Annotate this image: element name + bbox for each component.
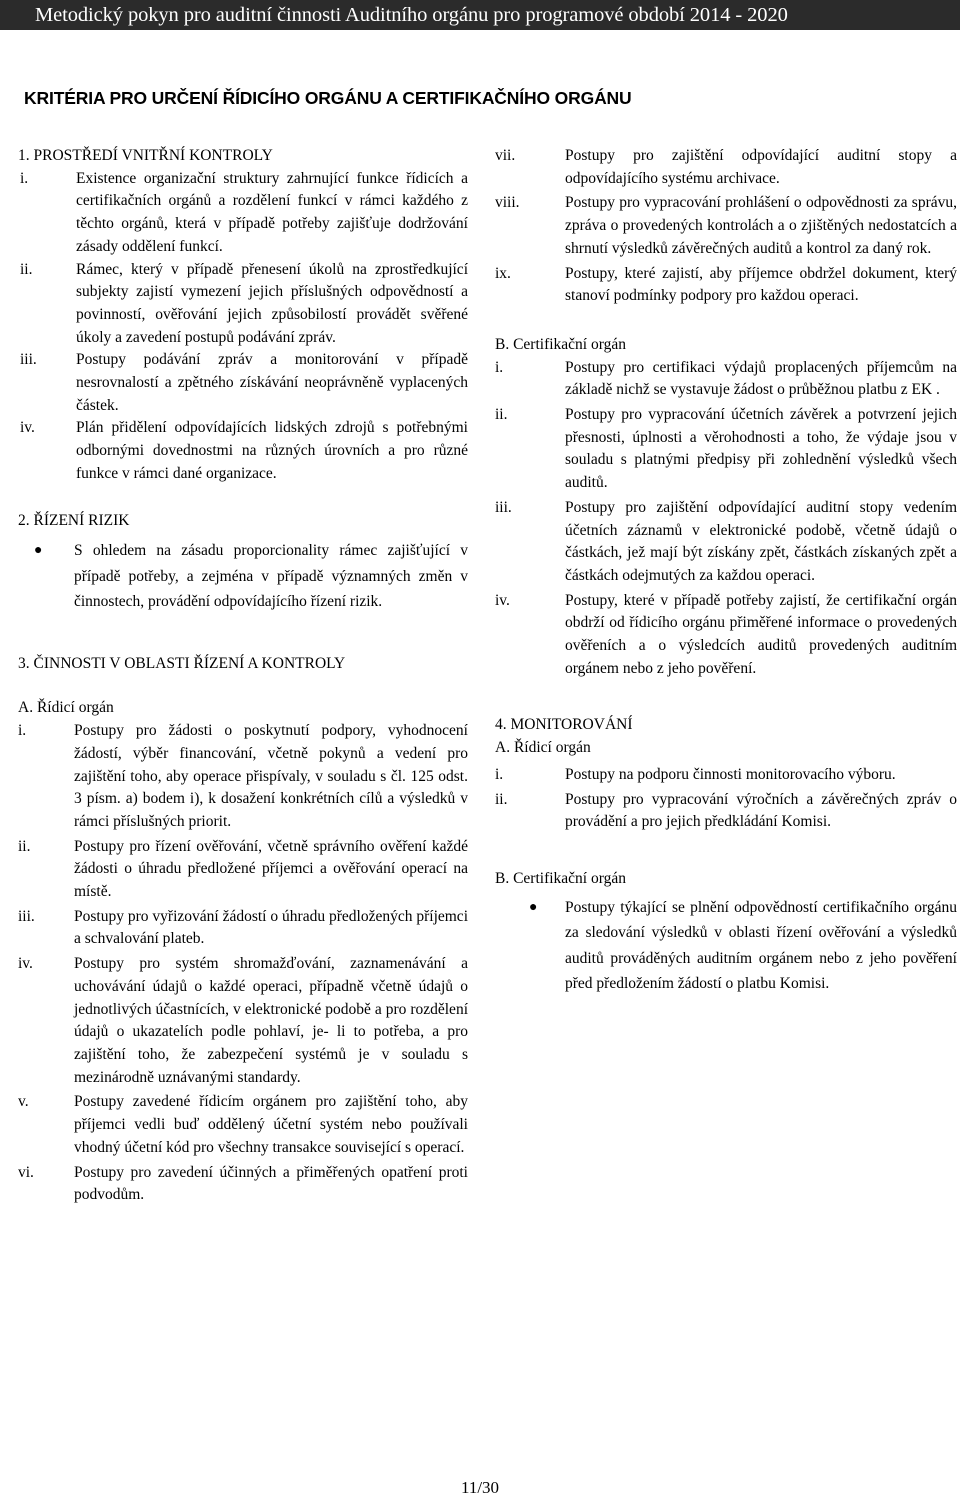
bullet-text: S ohledem na zásadu proporcionality rámec zajišťující v případě potřeby, a zejména v případě významných změn v činnostech, provádění odpovídajícího řízení rizik. (74, 542, 468, 611)
list-item (18, 1091, 468, 1159)
item-number: i. (495, 765, 504, 783)
bullet-item (18, 538, 468, 615)
list-item (18, 953, 468, 1089)
list-item (18, 168, 468, 259)
item-text: Postupy pro vypracování prohlášení o odpovědnosti za správu, zpráva o provedených kontrolách a o zjištěných nedostatcích a shrnutí výsledků závěrečných auditů a kontrol za daný rok. (565, 194, 957, 257)
list-item (495, 590, 957, 681)
item-text: Postupy pro zajištění odpovídající auditní stopy a odpovídajícího systému archivace. (565, 147, 957, 187)
list-item (18, 349, 468, 417)
item-text: Postupy, které zajistí, aby příjemce obdržel dokument, který stanoví podmínky podpory pro každou operaci. (565, 264, 957, 305)
list-item (495, 404, 957, 495)
item-number: ix. (495, 264, 511, 282)
item-number: iii. (20, 351, 37, 369)
bullet-icon: ● (529, 899, 538, 915)
section-3a-list-continued (495, 145, 957, 308)
list-item (18, 720, 468, 834)
item-text: Postupy podávání zpráv a monitorování v případě nesrovnalostí a zpětného získávání neoprávněně vyplacených částek. (76, 351, 468, 414)
item-number: iv. (18, 955, 33, 973)
item-number: vi. (18, 1163, 34, 1181)
document-header: Metodický pokyn pro auditní činnosti Auditního orgánu pro programové období 2014 - 2020 (0, 0, 960, 30)
item-text: Postupy pro žádosti o poskytnutí podpory, vyhodnocení žádostí, výběr financování, včetně pokynů a vedení pro zajištění toho, aby operace přispívaly, v souladu s čl. 125 odst. 3 písm. a) bodem i), k dosažení konkrétních cílů a výsledků v rámci příslušných priorit. (74, 722, 468, 830)
list-item (495, 357, 957, 402)
item-text: Postupy pro zajištění odpovídající auditní stopy vedením účetních záznamů v elektronické podobě, včetně údajů o částkách, jež mají být získány zpět, částkách získaných zpět a částkách odejmutých za každou operaci. (565, 498, 957, 584)
item-text: Plán přidělení odpovídajících lidských zdrojů s potřebnými odbornými dovednostmi na různých úrovních a pro různé funkce v rámci dané organizace. (76, 419, 468, 482)
list-item (18, 259, 468, 350)
item-text: Postupy pro vyřizování žádostí o úhradu předložených příjemci a schvalování plateb. (74, 907, 468, 948)
item-text: Rámec, který v případě přenesení úkolů na zprostředkující subjekty zajistí vymezení jejich příslušných odpovědností a povinností, ověřování jejich způsobilostí provádět svěřené úkoly a zavedení postupů podávání zpráv. (76, 260, 468, 346)
list-item (495, 192, 957, 260)
list-item (495, 789, 957, 834)
list-item (18, 906, 468, 951)
section-4a-title: A. Řídicí orgán (495, 739, 591, 757)
item-number: i. (18, 722, 27, 740)
section-3b-list (495, 357, 957, 681)
section-3a-list (18, 720, 468, 1207)
item-text: Postupy pro vypracování účetních závěrek a potvrzení jejich přesnosti, úplnosti a věrohodnosti a toho, že výdaje jsou v souladu s platnými předpisy při zohlednění výsledků všech auditů. (565, 406, 957, 492)
list-item (495, 263, 957, 308)
bullet-item (495, 895, 957, 997)
section-2-title: 2. ŘÍZENÍ RIZIK (18, 511, 130, 529)
item-text: Postupy pro certifikaci výdajů proplacených příjemcům na základě nichž se vystavuje žádost o průběžnou platbu z EK . (565, 358, 957, 399)
item-text: Postupy na podporu činnosti monitorovacího výboru. (565, 765, 896, 783)
section-1-title: 1. PROSTŘEDÍ VNITŘNÍ KONTROLY (18, 147, 273, 164)
section-1-list (18, 168, 468, 486)
item-number: ii. (495, 790, 508, 808)
item-number: iii. (495, 498, 512, 516)
item-number: ii. (20, 260, 33, 278)
bullet-icon: ● (34, 543, 43, 559)
document-title: KRITÉRIA PRO URČENÍ ŘÍDICÍHO ORGÁNU A CERTIFIKAČNÍHO ORGÁNU (24, 88, 632, 108)
list-item (495, 764, 957, 787)
list-item (18, 836, 468, 904)
item-number: iv. (20, 419, 35, 437)
list-item (495, 497, 957, 588)
item-text: Postupy pro systém shromažďování, zaznamenávání a uchovávání údajů o každé operaci, případně včetně údajů o jednotlivých účastnících, v elektronické podobě a pro rozdělení údajů o ukazatelích podle pohlaví, je- li to potřeba, a pro zajištění toho, že zabezpečení systémů je v souladu s mezinárodně uznávanými standardy. (74, 955, 468, 1086)
item-number: i. (20, 169, 29, 187)
item-number: viii. (495, 194, 520, 212)
item-text: Postupy pro vypracování výročních a závěrečných zpráv o provádění a pro jejich předkládání Komisi. (565, 790, 957, 831)
item-number: i. (495, 358, 504, 376)
section-4a-list (495, 764, 957, 834)
item-number: ii. (18, 837, 31, 855)
right-column (495, 145, 957, 997)
section-4b-title: B. Certifikační orgán (495, 869, 627, 887)
list-item (495, 145, 957, 190)
item-text: Existence organizační struktury zahrnující funkce řídicích a certifikačních orgánů a rozdělení funkcí v rámci každého z těchto orgánů, která v případě potřeby zajišťuje dodržování zásady oddělení funkcí. (76, 169, 468, 255)
item-number: v. (18, 1093, 29, 1111)
list-item (18, 1162, 468, 1207)
page-number: 11/30 (460, 1478, 500, 1497)
item-text: Postupy zavedené řídicím orgánem pro zajištění toho, aby příjemci vedli buď oddělený účetní systém nebo používali vhodný účetní kód pro všechny transakce související s operací. (74, 1093, 468, 1156)
list-item (18, 417, 468, 485)
item-number: iv. (495, 591, 510, 609)
item-text: Postupy pro zavedení účinných a přiměřených opatření proti podvodům. (74, 1163, 468, 1204)
item-text: Postupy, které v případě potřeby zajistí, že certifikační orgán obdrží od řídicího orgánu přiměřené informace o provedených ověřeních a o výsledcích auditů provedených auditním orgánem nebo z jeho pověření. (565, 591, 957, 677)
left-column (18, 145, 468, 1207)
item-number: vii. (495, 147, 516, 164)
item-number: iii. (18, 907, 35, 925)
section-4-title: 4. MONITOROVÁNÍ (495, 716, 633, 734)
item-text: Postupy pro řízení ověřování, včetně správního ověření každé žádosti o úhradu předložené příjemci a ověřování operací na místě. (74, 837, 468, 901)
section-3b-title: B. Certifikační orgán (495, 335, 627, 353)
item-number: ii. (495, 406, 508, 424)
section-3a-title: A. Řídicí orgán (18, 699, 114, 717)
section-3-title: 3. ČINNOSTI V OBLASTI ŘÍZENÍ A KONTROLY (18, 654, 346, 672)
bullet-text: Postupy týkající se plnění odpovědností certifikačního orgánu za sledování výsledků v oblasti řízení ověřování a výsledků auditů prováděných auditním orgánem nebo z jeho pověření před předložením žádostí o platbu Komisi. (565, 898, 957, 993)
